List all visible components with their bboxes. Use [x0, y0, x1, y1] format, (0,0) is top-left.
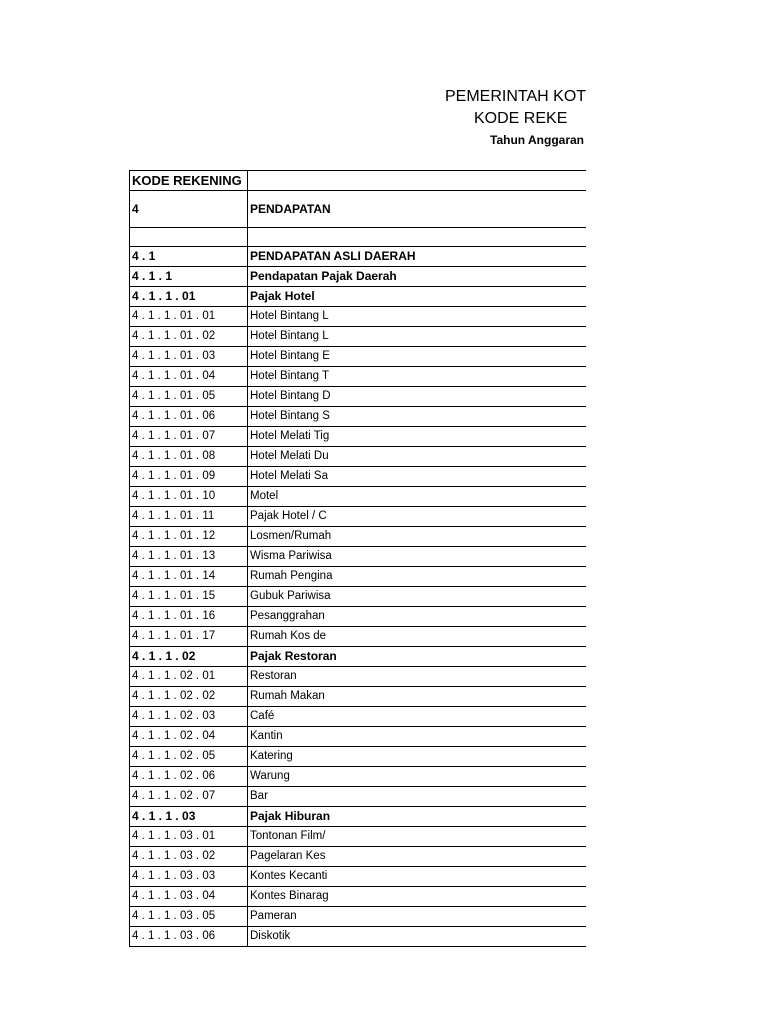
account-name: Pendapatan Pajak Daerah — [248, 267, 587, 287]
account-code: 4 . 1 . 1 . 01 . 06 — [130, 407, 248, 427]
account-code: 4 . 1 . 1 . 03 . 02 — [130, 847, 248, 867]
account-code: 4 . 1 . 1 . 01 . 05 — [130, 387, 248, 407]
account-name: Kontes Kecanti — [248, 867, 587, 887]
account-code: 4 . 1 . 1 . 03 — [130, 807, 248, 827]
table-row — [130, 307, 587, 327]
account-name: Tontonan Film/ — [248, 827, 587, 847]
account-code: 4 . 1 . 1 . 01 . 09 — [130, 467, 248, 487]
account-name: Warung — [248, 767, 587, 787]
account-code: 4 . 1 . 1 . 03 . 04 — [130, 887, 248, 907]
header-cell-blank — [248, 171, 587, 191]
top-code: 4 — [130, 191, 248, 228]
account-name: Pameran — [248, 907, 587, 927]
account-code: 4 . 1 . 1 . 01 . 01 — [130, 307, 248, 327]
table-row — [130, 287, 587, 307]
account-code: 4 . 1 . 1 . 01 . 02 — [130, 327, 248, 347]
table-row — [130, 587, 587, 607]
table-row — [130, 807, 587, 827]
account-name: Pajak Hotel — [248, 287, 587, 307]
table-row — [130, 447, 587, 467]
account-name: Pagelaran Kes — [248, 847, 587, 867]
account-name: Wisma Pariwisa — [248, 547, 587, 567]
title-line-1: PEMERINTAH KOT — [445, 88, 586, 105]
table-body — [130, 171, 587, 947]
account-name: Kantin — [248, 727, 587, 747]
table-row — [130, 387, 587, 407]
account-name: Hotel Bintang L — [248, 307, 587, 327]
account-name: Losmen/Rumah — [248, 527, 587, 547]
account-name: Hotel Melati Tig — [248, 427, 587, 447]
account-name: Bar — [248, 787, 587, 807]
table-row — [130, 267, 587, 287]
account-code: 4 . 1 . 1 . 01 — [130, 287, 248, 307]
account-code: 4 . 1 . 1 . 02 . 05 — [130, 747, 248, 767]
table-row — [130, 687, 587, 707]
table-row-top — [130, 191, 587, 228]
table-row — [130, 367, 587, 387]
account-name: Hotel Bintang T — [248, 367, 587, 387]
table-row — [130, 667, 587, 687]
account-code: 4 . 1 . 1 . 02 . 02 — [130, 687, 248, 707]
account-name: PENDAPATAN ASLI DAERAH — [248, 247, 587, 267]
top-name: PENDAPATAN — [248, 191, 587, 228]
table-row — [130, 487, 587, 507]
account-name: Katering — [248, 747, 587, 767]
table-row — [130, 327, 587, 347]
title-line-3: Tahun Anggaran — [490, 133, 584, 147]
table-row — [130, 747, 587, 767]
account-name: Hotel Bintang S — [248, 407, 587, 427]
table-row — [130, 707, 587, 727]
account-code: 4 . 1 . 1 . 02 . 03 — [130, 707, 248, 727]
table-row — [130, 547, 587, 567]
table-row — [130, 827, 587, 847]
account-code: 4 . 1 . 1 . 01 . 07 — [130, 427, 248, 447]
account-code: 4 . 1 . 1 — [130, 267, 248, 287]
account-code: 4 . 1 . 1 . 01 . 04 — [130, 367, 248, 387]
account-name: Hotel Bintang E — [248, 347, 587, 367]
blank-name — [248, 228, 587, 247]
account-name: Restoran — [248, 667, 587, 687]
table-row — [130, 867, 587, 887]
account-code: 4 . 1 . 1 . 03 . 06 — [130, 927, 248, 947]
account-name: Kontes Binarag — [248, 887, 587, 907]
table-row — [130, 407, 587, 427]
table-row — [130, 247, 587, 267]
account-name: Rumah Pengina — [248, 567, 587, 587]
header-cell-code: KODE REKENING — [130, 171, 248, 191]
account-name: Hotel Bintang L — [248, 327, 587, 347]
table-row — [130, 647, 587, 667]
account-name: Hotel Melati Du — [248, 447, 587, 467]
account-name: Café — [248, 707, 587, 727]
table-row — [130, 787, 587, 807]
account-name: Hotel Melati Sa — [248, 467, 587, 487]
title-line-2: KODE REKE — [474, 110, 568, 127]
blank-code — [130, 228, 248, 247]
table-row — [130, 427, 587, 447]
table-row — [130, 567, 587, 587]
account-name: Pajak Hiburan — [248, 807, 587, 827]
table-row — [130, 467, 587, 487]
account-code: 4 . 1 . 1 . 02 — [130, 647, 248, 667]
account-code: 4 . 1 . 1 . 01 . 15 — [130, 587, 248, 607]
account-code: 4 . 1 . 1 . 02 . 01 — [130, 667, 248, 687]
table-header-row — [130, 171, 587, 191]
table-row — [130, 627, 587, 647]
table-row — [130, 607, 587, 627]
account-name: Diskotik — [248, 927, 587, 947]
account-name: Gubuk Pariwisa — [248, 587, 587, 607]
account-code: 4 . 1 . 1 . 01 . 03 — [130, 347, 248, 367]
account-code: 4 . 1 . 1 . 01 . 12 — [130, 527, 248, 547]
table-row — [130, 927, 587, 947]
account-code: 4 . 1 . 1 . 02 . 07 — [130, 787, 248, 807]
account-code: 4 . 1 . 1 . 02 . 04 — [130, 727, 248, 747]
table-row — [130, 887, 587, 907]
account-code: 4 . 1 . 1 . 03 . 05 — [130, 907, 248, 927]
table-row — [130, 347, 587, 367]
account-code: 4 . 1 . 1 . 01 . 16 — [130, 607, 248, 627]
account-code: 4 . 1 . 1 . 03 . 03 — [130, 867, 248, 887]
table-row — [130, 727, 587, 747]
account-code: 4 . 1 . 1 . 01 . 13 — [130, 547, 248, 567]
account-name: Pesanggrahan — [248, 607, 587, 627]
account-code: 4 . 1 . 1 . 01 . 17 — [130, 627, 248, 647]
table-row — [130, 527, 587, 547]
account-code: 4 . 1 . 1 . 01 . 14 — [130, 567, 248, 587]
table-row — [130, 507, 587, 527]
table-row — [130, 847, 587, 867]
account-name: Motel — [248, 487, 587, 507]
account-code: 4 . 1 . 1 . 02 . 06 — [130, 767, 248, 787]
account-code: 4 . 1 . 1 . 01 . 08 — [130, 447, 248, 467]
account-code: 4 . 1 — [130, 247, 248, 267]
account-code-table — [129, 170, 586, 947]
account-code: 4 . 1 . 1 . 03 . 01 — [130, 827, 248, 847]
account-code: 4 . 1 . 1 . 01 . 10 — [130, 487, 248, 507]
account-name: Pajak Restoran — [248, 647, 587, 667]
account-code: 4 . 1 . 1 . 01 . 11 — [130, 507, 248, 527]
account-name: Hotel Bintang D — [248, 387, 587, 407]
table-row — [130, 767, 587, 787]
account-name: Rumah Kos de — [248, 627, 587, 647]
table-row — [130, 907, 587, 927]
table-row-blank — [130, 228, 587, 247]
account-name: Pajak Hotel / C — [248, 507, 587, 527]
account-name: Rumah Makan — [248, 687, 587, 707]
